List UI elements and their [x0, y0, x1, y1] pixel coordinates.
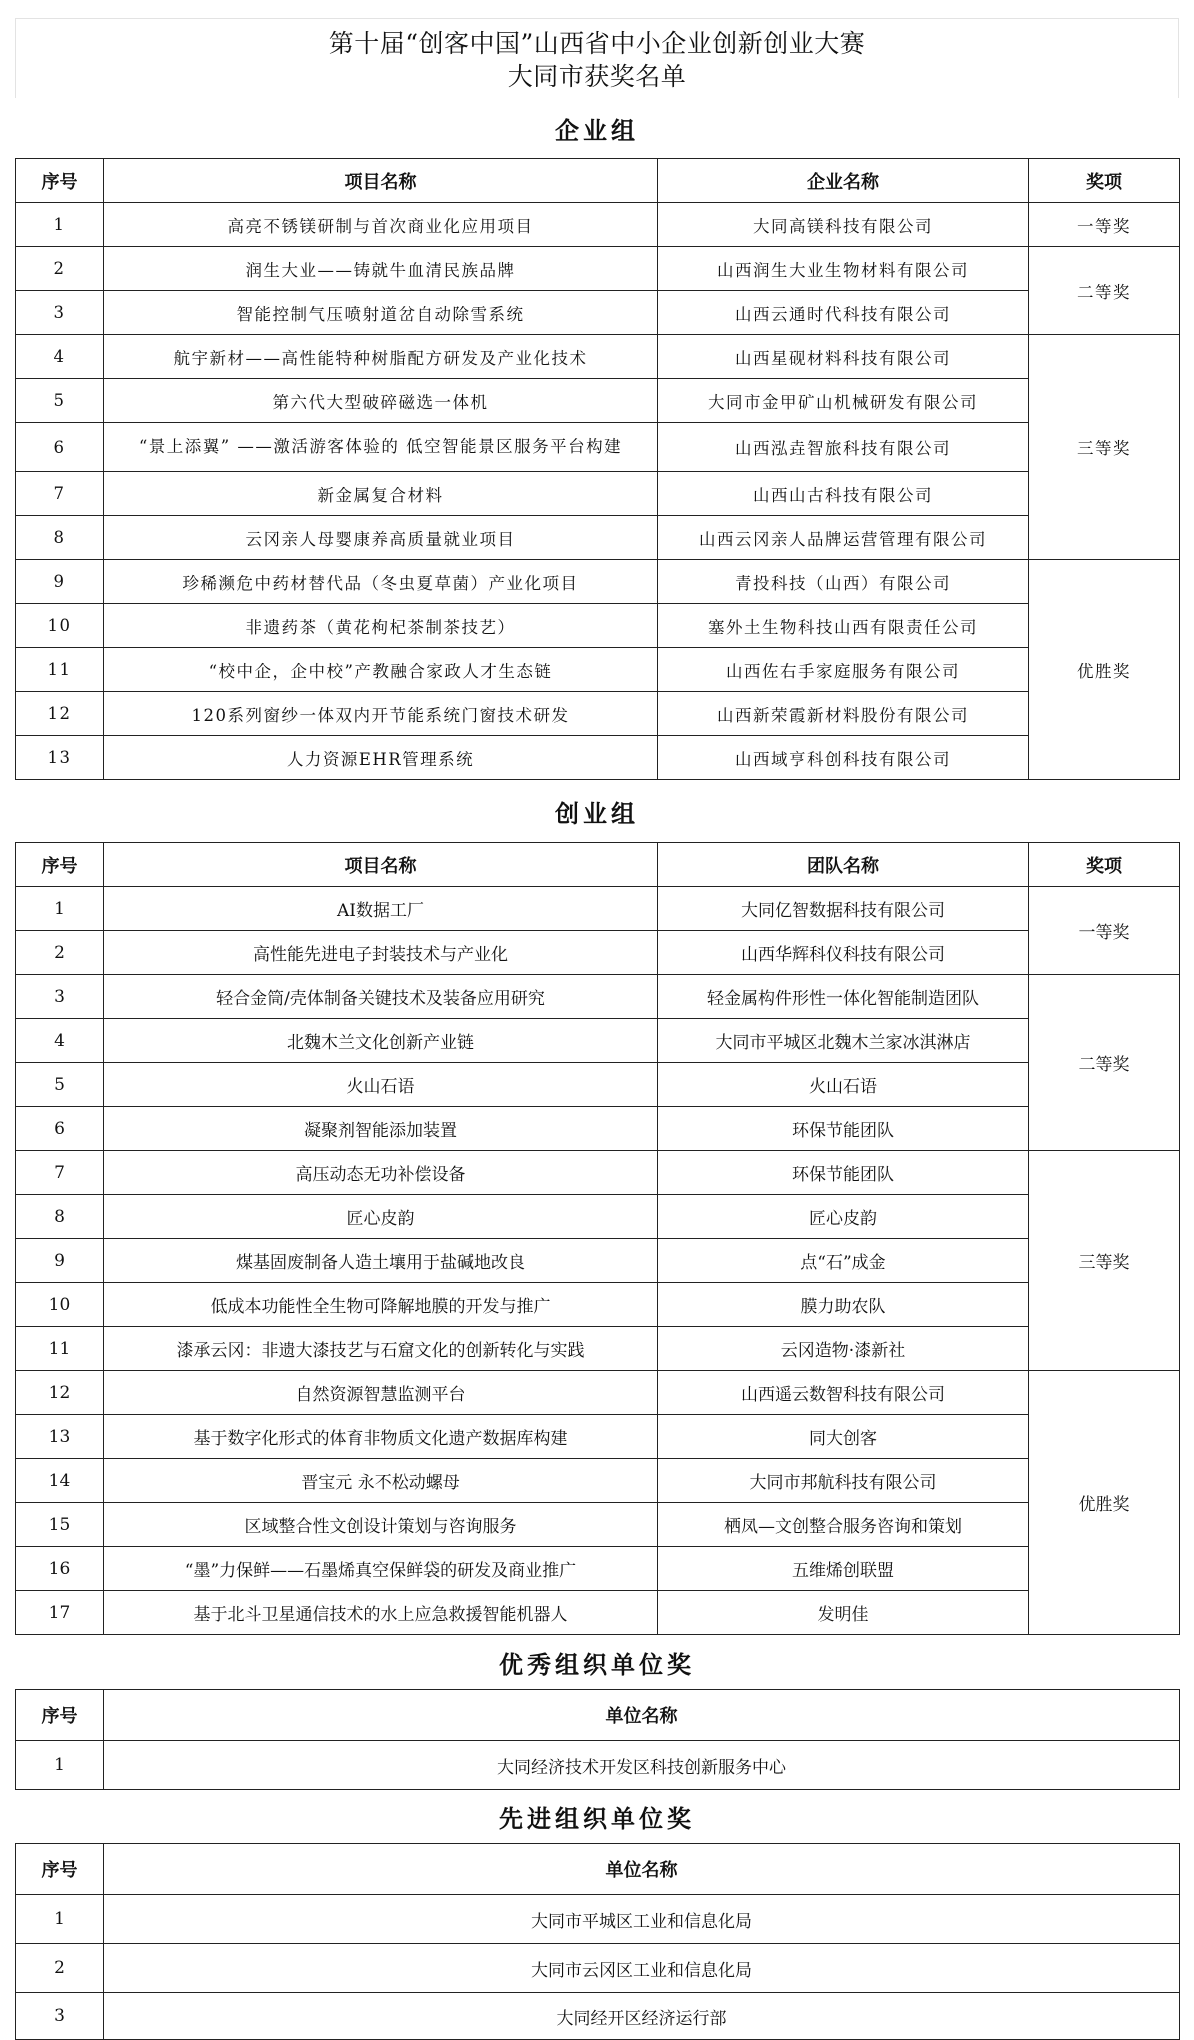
org-name: 山西星砚材料科技有限公司	[658, 335, 1029, 379]
table-row	[16, 1547, 1180, 1591]
row-number: 4	[16, 1019, 104, 1063]
table-row	[16, 736, 1180, 780]
project-name: 匠心皮韵	[104, 1195, 658, 1239]
org-name: 山西云通时代科技有限公司	[658, 291, 1029, 335]
column-header: 序号	[16, 159, 104, 203]
team-name: 轻金属构件形性一体化智能制造团队	[658, 975, 1029, 1019]
table-row	[16, 1019, 1180, 1063]
column-header: 序号	[16, 1690, 104, 1741]
advanced-org-table	[15, 1843, 1180, 2040]
team-name: 山西华辉科仪科技有限公司	[658, 931, 1029, 975]
award-cell: 优胜奖	[1029, 560, 1180, 780]
team-name: 大同市平城区北魏木兰家冰淇淋店	[658, 1019, 1029, 1063]
column-header: 团队名称	[658, 843, 1029, 887]
table-row	[16, 1371, 1180, 1415]
row-number: 9	[16, 1239, 104, 1283]
row-number: 13	[16, 1415, 104, 1459]
org-name: 青投科技（山西）有限公司	[658, 560, 1029, 604]
enterprise-group-table	[15, 158, 1180, 780]
row-number: 15	[16, 1503, 104, 1547]
column-header: 单位名称	[104, 1844, 1180, 1895]
project-name: 自然资源智慧监测平台	[104, 1371, 658, 1415]
row-number: 8	[16, 1195, 104, 1239]
table-row	[16, 203, 1180, 247]
column-header: 项目名称	[104, 843, 658, 887]
row-number: 1	[16, 887, 104, 931]
team-name: 点“石”成金	[658, 1239, 1029, 1283]
row-number: 12	[16, 1371, 104, 1415]
row-number: 6	[16, 1107, 104, 1151]
row-number: 7	[16, 472, 104, 516]
team-name: 同大创客	[658, 1415, 1029, 1459]
row-number: 1	[16, 1895, 104, 1944]
org-name: 大同高镁科技有限公司	[658, 203, 1029, 247]
team-name: 山西遥云数智科技有限公司	[658, 1371, 1029, 1415]
table-row	[16, 516, 1180, 560]
column-header: 序号	[16, 1844, 104, 1895]
team-name: 发明佳	[658, 1591, 1029, 1635]
project-name: 晋宝元 永不松动螺母	[104, 1459, 658, 1503]
table-row	[16, 1895, 1180, 1944]
team-name: 环保节能团队	[658, 1151, 1029, 1195]
org-name: 山西泓垚智旅科技有限公司	[658, 423, 1029, 472]
table-row	[16, 1283, 1180, 1327]
table-row	[16, 379, 1180, 423]
row-number: 7	[16, 1151, 104, 1195]
project-name: 区域整合性文创设计策划与咨询服务	[104, 1503, 658, 1547]
project-name: 北魏木兰文化创新产业链	[104, 1019, 658, 1063]
column-header: 奖项	[1029, 843, 1180, 887]
award-cell: 一等奖	[1029, 203, 1180, 247]
column-header: 奖项	[1029, 159, 1180, 203]
row-number: 5	[16, 1063, 104, 1107]
table-header-row	[16, 1844, 1180, 1895]
project-name: 高亮不锈镁研制与首次商业化应用项目	[104, 203, 658, 247]
award-cell: 二等奖	[1029, 247, 1180, 335]
table-row	[16, 648, 1180, 692]
table-row	[16, 291, 1180, 335]
column-header: 企业名称	[658, 159, 1029, 203]
project-name: “景上添翼” ——激活游客体验的 低空智能景区服务平台构建	[104, 423, 658, 472]
project-name: “校中企，企中校”产教融合家政人才生态链	[104, 648, 658, 692]
org-name: 塞外土生物科技山西有限责任公司	[658, 604, 1029, 648]
table-row	[16, 1503, 1180, 1547]
award-cell: 三等奖	[1029, 1151, 1180, 1371]
project-name: 凝聚剂智能添加装置	[104, 1107, 658, 1151]
table-row	[16, 1063, 1180, 1107]
org-name: 山西新荣霞新材料股份有限公司	[658, 692, 1029, 736]
row-number: 17	[16, 1591, 104, 1635]
table-row	[16, 887, 1180, 931]
team-name: 五维烯创联盟	[658, 1547, 1029, 1591]
row-number: 11	[16, 648, 104, 692]
unit-name: 大同市平城区工业和信息化局	[104, 1895, 1180, 1944]
table-row	[16, 931, 1180, 975]
team-name: 火山石语	[658, 1063, 1029, 1107]
project-name: 120系列窗纱一体双内开节能系统门窗技术研发	[104, 692, 658, 736]
enterprise-group-title: 企业组	[555, 115, 639, 145]
table-row	[16, 247, 1180, 291]
column-header: 序号	[16, 843, 104, 887]
org-name: 山西润生大业生物材料有限公司	[658, 247, 1029, 291]
org-name: 山西域亨科创科技有限公司	[658, 736, 1029, 780]
org-name: 山西云冈亲人品牌运营管理有限公司	[658, 516, 1029, 560]
table-header-row	[16, 159, 1180, 203]
excellent-org-table	[15, 1689, 1180, 1790]
team-name: 大同亿智数据科技有限公司	[658, 887, 1029, 931]
row-number: 14	[16, 1459, 104, 1503]
project-name: 漆承云冈：非遗大漆技艺与石窟文化的创新转化与实践	[104, 1327, 658, 1371]
row-number: 1	[16, 1741, 104, 1790]
row-number: 2	[16, 247, 104, 291]
unit-name: 大同市云冈区工业和信息化局	[104, 1944, 1180, 1993]
award-cell: 一等奖	[1029, 887, 1180, 975]
column-header: 单位名称	[104, 1690, 1180, 1741]
startup-group-table	[15, 842, 1180, 1635]
document-title: 第十届“创客中国”山西省中小企业创新创业大赛	[328, 29, 866, 58]
row-number: 12	[16, 692, 104, 736]
project-name: 智能控制气压喷射道岔自动除雪系统	[104, 291, 658, 335]
project-name: 新金属复合材料	[104, 472, 658, 516]
table-row	[16, 1239, 1180, 1283]
award-list-document	[15, 18, 1179, 2040]
project-name: 第六代大型破碎磁选一体机	[104, 379, 658, 423]
table-header-row	[16, 1690, 1180, 1741]
document-subtitle: 大同市获奖名单	[507, 62, 687, 91]
table-row	[16, 1944, 1180, 1993]
project-name: 高压动态无功补偿设备	[104, 1151, 658, 1195]
table-row	[16, 1591, 1180, 1635]
team-name: 云冈造物·漆新社	[658, 1327, 1029, 1371]
team-name: 环保节能团队	[658, 1107, 1029, 1151]
table-row	[16, 1151, 1180, 1195]
row-number: 16	[16, 1547, 104, 1591]
row-number: 3	[16, 1993, 104, 2040]
project-name: AI数据工厂	[104, 887, 658, 931]
row-number: 8	[16, 516, 104, 560]
table-row	[16, 604, 1180, 648]
project-name: 基于北斗卫星通信技术的水上应急救援智能机器人	[104, 1591, 658, 1635]
project-name: 高性能先进电子封装技术与产业化	[104, 931, 658, 975]
row-number: 4	[16, 335, 104, 379]
table-row	[16, 472, 1180, 516]
project-name: 火山石语	[104, 1063, 658, 1107]
table-row	[16, 335, 1180, 379]
award-cell: 优胜奖	[1029, 1371, 1180, 1635]
project-name: 人力资源EHR管理系统	[104, 736, 658, 780]
table-row	[16, 1107, 1180, 1151]
table-row	[16, 1741, 1180, 1790]
project-name: “墨”力保鲜——石墨烯真空保鲜袋的研发及商业推广	[104, 1547, 658, 1591]
row-number: 1	[16, 203, 104, 247]
table-row	[16, 1327, 1180, 1371]
org-name: 大同市金甲矿山机械研发有限公司	[658, 379, 1029, 423]
table-row	[16, 975, 1180, 1019]
team-name: 大同市邦航科技有限公司	[658, 1459, 1029, 1503]
project-name: 非遗药茶（黄花枸杞茶制茶技艺）	[104, 604, 658, 648]
team-name: 匠心皮韵	[658, 1195, 1029, 1239]
project-name: 航宇新材——高性能特种树脂配方研发及产业化技术	[104, 335, 658, 379]
project-name: 低成本功能性全生物可降解地膜的开发与推广	[104, 1283, 658, 1327]
row-number: 3	[16, 975, 104, 1019]
row-number: 10	[16, 604, 104, 648]
row-number: 2	[16, 1944, 104, 1993]
startup-group-title: 创业组	[555, 798, 639, 828]
org-name: 山西山古科技有限公司	[658, 472, 1029, 516]
row-number: 6	[16, 423, 104, 472]
table-header-row	[16, 843, 1180, 887]
advanced-org-award-title: 先进组织单位奖	[499, 1804, 695, 1833]
award-cell: 三等奖	[1029, 335, 1180, 560]
project-name: 基于数字化形式的体育非物质文化遗产数据库构建	[104, 1415, 658, 1459]
table-row	[16, 1459, 1180, 1503]
row-number: 13	[16, 736, 104, 780]
table-row	[16, 1415, 1180, 1459]
project-name: 煤基固废制备人造土壤用于盐碱地改良	[104, 1239, 658, 1283]
table-row	[16, 423, 1180, 472]
row-number: 11	[16, 1327, 104, 1371]
project-name: 云冈亲人母婴康养高质量就业项目	[104, 516, 658, 560]
table-row	[16, 692, 1180, 736]
column-header: 项目名称	[104, 159, 658, 203]
award-cell: 二等奖	[1029, 975, 1180, 1151]
table-row	[16, 1993, 1180, 2040]
row-number: 10	[16, 1283, 104, 1327]
org-name: 山西佐右手家庭服务有限公司	[658, 648, 1029, 692]
project-name: 润生大业——铸就牛血清民族品牌	[104, 247, 658, 291]
document-header	[15, 18, 1179, 98]
row-number: 9	[16, 560, 104, 604]
team-name: 膜力助农队	[658, 1283, 1029, 1327]
table-row	[16, 560, 1180, 604]
project-name: 轻合金筒/壳体制备关键技术及装备应用研究	[104, 975, 658, 1019]
unit-name: 大同经开区经济运行部	[104, 1993, 1180, 2040]
row-number: 5	[16, 379, 104, 423]
row-number: 3	[16, 291, 104, 335]
project-name: 珍稀濒危中药材替代品（冬虫夏草菌）产业化项目	[104, 560, 658, 604]
excellent-org-award-title: 优秀组织单位奖	[499, 1649, 695, 1679]
unit-name: 大同经济技术开发区科技创新服务中心	[104, 1741, 1180, 1790]
team-name: 栖凤—文创整合服务咨询和策划	[658, 1503, 1029, 1547]
row-number: 2	[16, 931, 104, 975]
table-row	[16, 1195, 1180, 1239]
